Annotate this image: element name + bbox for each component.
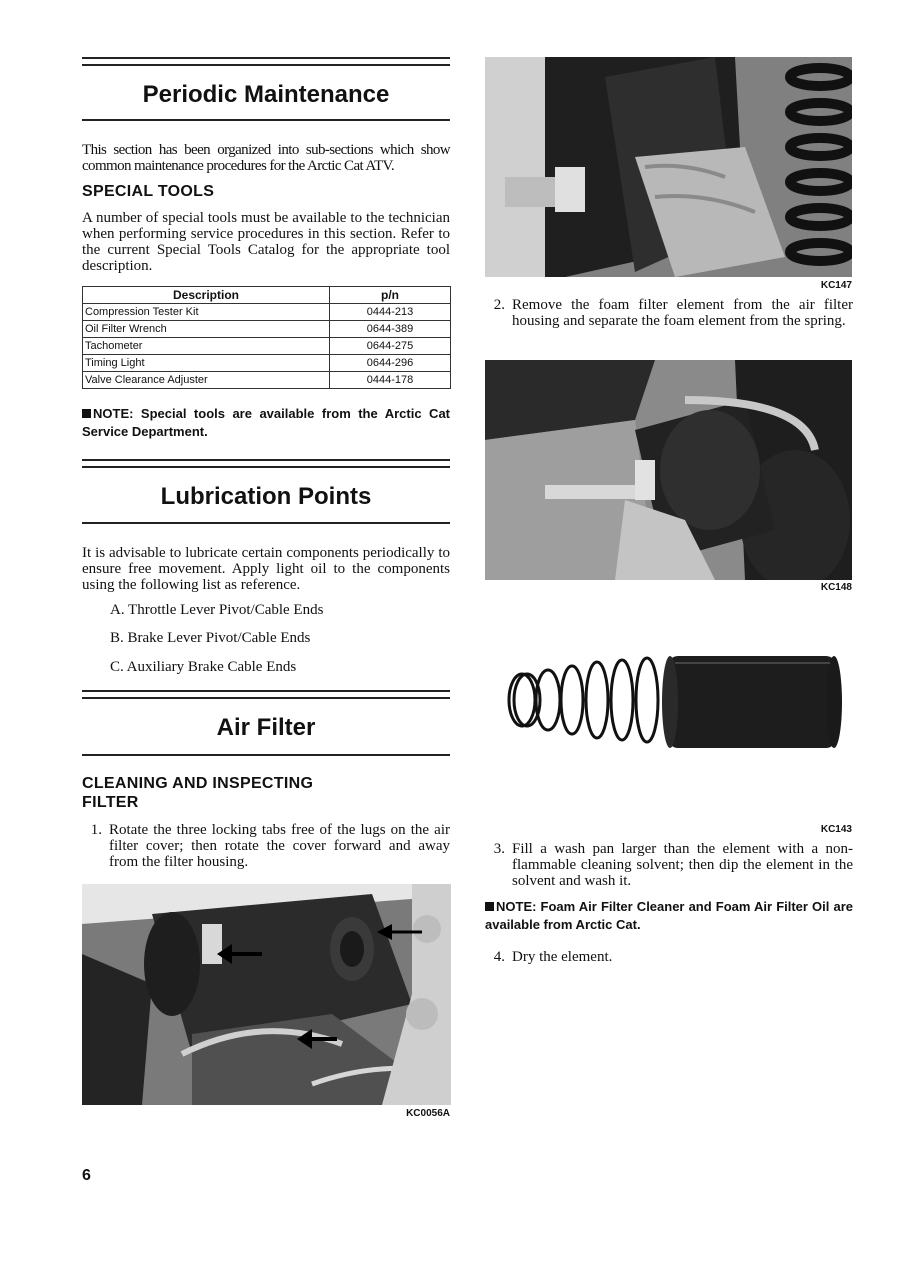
spring-and-foam-photo [500, 648, 845, 758]
step-4 [485, 949, 853, 965]
double-rule [82, 690, 450, 699]
section-header-lubrication-points [82, 459, 450, 524]
filter-removal-illustration [485, 57, 852, 277]
table-header-description: Description [83, 287, 330, 304]
list-item: B. Brake Lever Pivot/Cable Ends [110, 630, 311, 646]
tool-description: Tachometer [83, 338, 330, 355]
note-bullet-icon [82, 409, 91, 418]
spring-and-foam-illustration [500, 648, 845, 758]
note-text: NOTE: Special tools are available from the Arctic Cat Service Department. [82, 406, 450, 439]
special-tools-note [82, 405, 450, 441]
cleaning-heading-line-2: FILTER [82, 794, 139, 811]
cleaning-heading [82, 774, 450, 812]
step-text: Fill a wash pan larger than the element with a non-flammable cleaning solvent; then dip the element in the solvent and wash it. [512, 841, 853, 889]
foam-element-illustration [485, 360, 852, 580]
tool-part-number: 0644-296 [330, 355, 451, 372]
double-rule [82, 57, 450, 66]
tool-description: Valve Clearance Adjuster [83, 372, 330, 389]
table-row [83, 372, 451, 389]
single-rule [82, 119, 450, 121]
list-item: C. Auxiliary Brake Cable Ends [110, 659, 297, 675]
tool-description: Oil Filter Wrench [83, 321, 330, 338]
lubrication-paragraph: It is advisable to lubricate certain components periodically to ensure free movement. Apply light oil to the components using the following list as reference. [82, 545, 450, 593]
table-row [83, 304, 451, 321]
page-number: 6 [82, 1167, 91, 1184]
tool-part-number: 0444-178 [330, 372, 451, 389]
foam-cleaner-note [485, 898, 853, 934]
foam-element-photo [485, 360, 852, 580]
filter-removal-photo [485, 57, 852, 277]
step-3 [485, 841, 853, 889]
step-number: 3. [493, 841, 505, 857]
note-bullet-icon [485, 902, 494, 911]
table-header-pn: p/n [330, 287, 451, 304]
list-item: A. Throttle Lever Pivot/Cable Ends [110, 602, 324, 618]
photo-caption: KC148 [820, 582, 852, 593]
step-number: 4. [493, 949, 505, 965]
single-rule [82, 522, 450, 524]
section-title: Lubrication Points [160, 483, 372, 510]
tool-part-number: 0444-213 [330, 304, 451, 321]
special-tools-heading: SPECIAL TOOLS [82, 183, 215, 200]
tool-part-number: 0644-275 [330, 338, 451, 355]
photo-caption: KC147 [820, 280, 852, 291]
table-row [83, 355, 451, 372]
section-header-air-filter [82, 690, 450, 756]
cleaning-heading-line-1: CLEANING AND INSPECTING [82, 775, 314, 792]
step-text: Remove the foam filter element from the air filter housing and separate the foam element from the spring. [512, 297, 853, 329]
step-text: Rotate the three locking tabs free of the lugs on the air filter cover; then rotate the cover forward and away from the filter housing. [109, 822, 450, 870]
double-rule [82, 459, 450, 468]
air-filter-housing-illustration [82, 884, 451, 1105]
section-title: Periodic Maintenance [142, 81, 390, 108]
tool-part-number: 0644-389 [330, 321, 451, 338]
table-row [83, 338, 451, 355]
tool-description: Timing Light [83, 355, 330, 372]
photo-caption: KC143 [820, 824, 852, 835]
air-filter-housing-photo [82, 884, 451, 1105]
special-tools-table [82, 286, 451, 389]
step-1 [82, 822, 450, 870]
section-title: Air Filter [216, 714, 316, 741]
intro-paragraph: This section has been organized into sub-sections which show common maintenance procedures for the Arctic Cat ATV. [82, 142, 450, 174]
step-text: Dry the element. [512, 949, 613, 965]
note-text: NOTE: Foam Air Filter Cleaner and Foam Air Filter Oil are available from Arctic Cat. [485, 899, 853, 932]
step-2 [485, 297, 853, 329]
table-row [83, 321, 451, 338]
tool-description: Compression Tester Kit [83, 304, 330, 321]
step-number: 2. [493, 297, 505, 313]
table-header-row [83, 287, 451, 304]
single-rule [82, 754, 450, 756]
special-tools-paragraph: A number of special tools must be available to the technician when performing service procedures in this section. Refer to the current Special Tools Catalog for the appropriate tool description. [82, 210, 450, 274]
photo-caption: KC0056A [406, 1108, 450, 1119]
step-number: 1. [90, 822, 102, 838]
section-header-periodic-maintenance [82, 57, 450, 121]
